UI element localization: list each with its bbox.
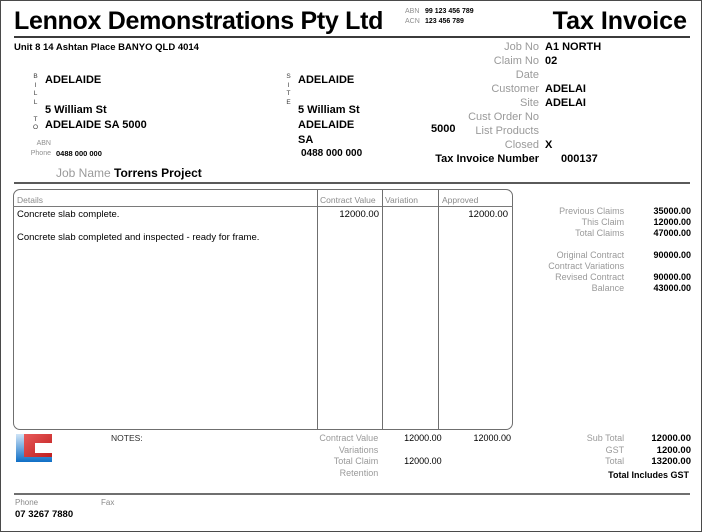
gst-amount: 1200.00 xyxy=(656,444,691,456)
footer-retention-label: Retention xyxy=(339,467,379,478)
footer-totals-left xyxy=(301,433,511,479)
footer-contract-value-label: Contract Value xyxy=(319,433,379,443)
list-products-label: List Products xyxy=(475,125,539,137)
sub-total-amount: 12000.00 xyxy=(651,433,691,444)
job-info-row-list-products xyxy=(419,125,689,139)
gst-label: GST xyxy=(605,444,625,455)
claim-no-value: 02 xyxy=(545,55,558,67)
site-line-2: 5 William St xyxy=(298,104,360,116)
job-info-row-cust-order-no xyxy=(419,111,689,125)
footer-contract-value-amount-1: 12000.00 xyxy=(404,433,442,443)
tax-invoice-number-label: Tax Invoice Number xyxy=(435,153,539,165)
footer-divider xyxy=(14,493,690,495)
site-phone-value: 0488 000 000 xyxy=(301,148,363,159)
date-label: Date xyxy=(515,69,539,81)
job-name-label: Job Name xyxy=(56,166,111,180)
footer-row-total xyxy=(521,456,691,468)
closed-value: X xyxy=(545,139,553,151)
abn-value: 99 123 456 789 xyxy=(425,8,474,15)
column-header-variation: Variation xyxy=(385,195,418,205)
footer-phone-value: 07 3267 7880 xyxy=(15,509,74,520)
document-title: Tax Invoice xyxy=(552,7,687,35)
column-header-approved: Approved xyxy=(442,195,479,205)
footer-row-contract-value xyxy=(301,433,511,445)
contract-variations-label: Contract Variations xyxy=(548,261,625,271)
total-claims-label: Total Claims xyxy=(575,228,625,238)
revised-contract-label: Revised Contract xyxy=(555,272,625,282)
footer-totals-right xyxy=(521,433,691,468)
bill-to-address xyxy=(45,73,147,133)
claim-no-label: Claim No xyxy=(493,55,539,67)
site-line-3: ADELAIDE xyxy=(298,119,355,131)
footer-row-variations xyxy=(301,445,511,457)
job-no-label: Job No xyxy=(504,41,539,53)
job-info-row-tax-invoice-number xyxy=(419,153,689,167)
total-claims-amount: 47000.00 xyxy=(653,228,691,238)
job-no-value: A1 NORTH xyxy=(545,41,602,53)
header-divider xyxy=(14,36,690,38)
job-name-divider xyxy=(14,182,690,184)
footer-row-total-claim xyxy=(301,456,511,468)
job-info-row-closed xyxy=(419,139,689,153)
original-contract-amount: 90000.00 xyxy=(653,250,691,260)
footer-total-claim-label: Total Claim xyxy=(333,456,379,466)
abn-label: ABN xyxy=(405,8,420,15)
site-line-1 xyxy=(298,88,360,103)
claims-row-total-claims xyxy=(521,228,691,239)
claims-row-revised-contract xyxy=(521,272,691,283)
acn-label: ACN xyxy=(405,18,420,25)
sub-total-label: Sub Total xyxy=(586,433,625,443)
job-info-row-job-no xyxy=(419,41,689,55)
abn-row xyxy=(405,7,474,17)
total-label: Total xyxy=(605,456,625,466)
company-logo-icon xyxy=(15,433,53,463)
claims-row-original-contract xyxy=(521,250,691,261)
previous-claims-amount: 35000.00 xyxy=(653,206,691,216)
previous-claims-label: Previous Claims xyxy=(559,206,625,216)
footer-phone-label: Phone xyxy=(15,498,39,507)
column-divider-contract-value xyxy=(317,190,318,430)
footer-fax-label: Fax xyxy=(101,498,115,507)
column-header-contract-value: Contract Value xyxy=(320,195,376,205)
job-name-value: Torrens Project xyxy=(114,166,202,180)
acn-row xyxy=(405,17,474,27)
abn-acn-block xyxy=(405,7,474,27)
column-divider-variation xyxy=(382,190,383,430)
bill-to-phone-value: 0488 000 000 xyxy=(56,149,102,158)
bill-to-line-3: ADELAIDE SA 5000 xyxy=(45,119,147,131)
bill-to-line-2: 5 William St xyxy=(45,104,107,116)
column-divider-approved xyxy=(438,190,439,430)
bill-to-phone-label: Phone xyxy=(30,150,51,157)
company-name: Lennox Demonstrations Pty Ltd xyxy=(14,7,384,35)
original-contract-label: Original Contract xyxy=(556,250,625,260)
tax-invoice-number-value: 000137 xyxy=(561,153,598,165)
site-postcode: 5000 xyxy=(431,123,456,135)
site-vertical-label: S I T E xyxy=(286,73,291,106)
revised-contract-amount: 90000.00 xyxy=(653,272,691,282)
bill-to-line-1 xyxy=(45,88,147,103)
site-address xyxy=(298,73,360,148)
bill-to-line-0: ADELAIDE xyxy=(45,74,102,86)
footer-row-gst xyxy=(521,445,691,457)
claims-row-this-claim xyxy=(521,217,691,228)
includes-gst-note: Total Includes GST xyxy=(608,470,689,480)
bill-to-abn-label: ABN xyxy=(36,140,51,147)
row-contract-value: 12000.00 xyxy=(339,209,379,220)
customer-value: ADELAI xyxy=(545,83,586,95)
acn-value: 123 456 789 xyxy=(425,18,464,25)
footer-row-retention xyxy=(301,468,511,480)
claims-summary xyxy=(521,206,691,294)
site-label: Site xyxy=(520,97,539,109)
job-info-row-date xyxy=(419,69,689,83)
footer-variations-label: Variations xyxy=(338,444,379,455)
closed-label: Closed xyxy=(504,139,539,151)
this-claim-label: This Claim xyxy=(581,217,625,227)
table-row: Concrete slab complete. xyxy=(17,209,120,220)
footer-total-claim-amount-1: 12000.00 xyxy=(404,456,442,466)
this-claim-amount: 12000.00 xyxy=(653,217,691,227)
site-line-4: SA xyxy=(298,134,314,146)
job-info-row-site xyxy=(419,97,689,111)
site-line-0: ADELAIDE xyxy=(298,74,355,86)
balance-label: Balance xyxy=(591,283,625,293)
column-header-details: Details xyxy=(17,195,43,205)
claims-spacer xyxy=(521,239,691,250)
claims-row-balance xyxy=(521,283,691,294)
row-approved-value: 12000.00 xyxy=(468,209,508,220)
job-info-block xyxy=(419,41,689,167)
job-info-row-customer xyxy=(419,83,689,97)
job-info-row-claim-no xyxy=(419,55,689,69)
claims-row-contract-variations xyxy=(521,261,691,272)
footer-row-sub-total xyxy=(521,433,691,445)
balance-amount: 43000.00 xyxy=(653,283,691,293)
company-address: Unit 8 14 Ashtan Place BANYO QLD 4014 xyxy=(14,42,199,53)
cust-order-no-label: Cust Order No xyxy=(468,111,539,123)
total-amount: 13200.00 xyxy=(651,456,691,467)
claims-row-previous-claims xyxy=(521,206,691,217)
site-value: ADELAI xyxy=(545,97,586,109)
table-row: Concrete slab completed and inspected - ready for frame. xyxy=(17,232,260,243)
customer-label: Customer xyxy=(491,83,539,95)
notes-label: NOTES: xyxy=(111,433,143,443)
footer-contract-value-amount-2: 12000.00 xyxy=(473,433,511,443)
bill-to-vertical-label: B I L L T O xyxy=(32,73,39,131)
